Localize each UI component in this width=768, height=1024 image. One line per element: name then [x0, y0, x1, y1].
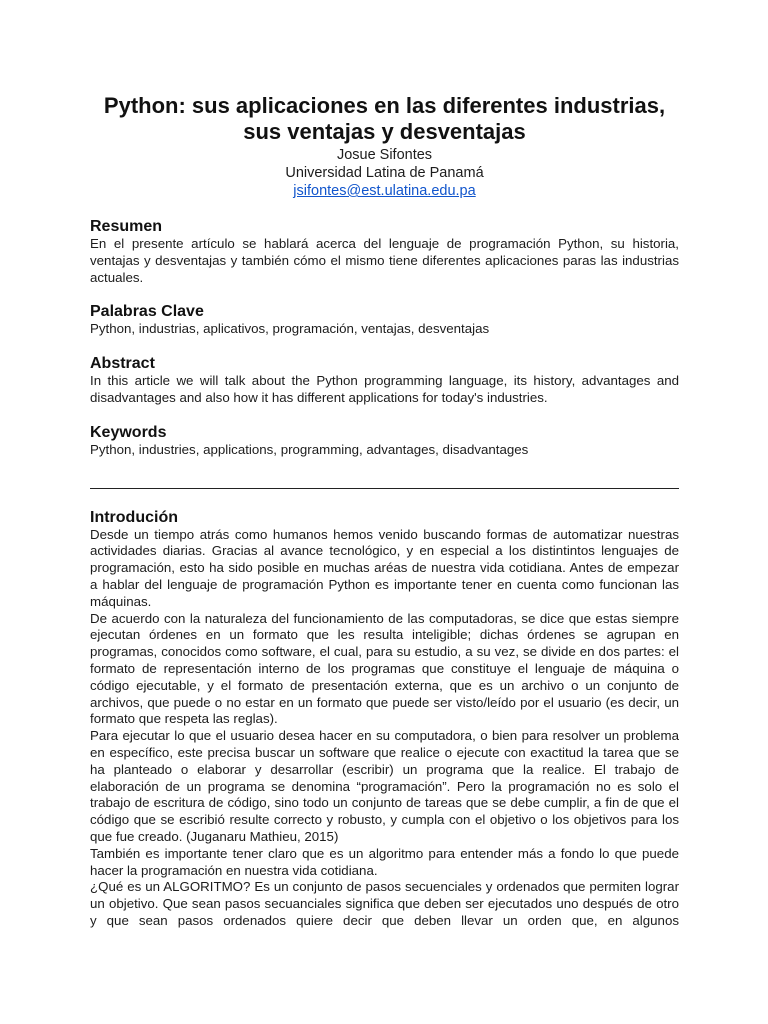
resumen-text: En el presente artículo se hablará acerca del lenguaje de programación Python, su historia, ventajas y desventajas y también cómo el mismo tiene diferentes aplicaciones paras las industrias actuales.	[90, 236, 679, 285]
author-block	[90, 146, 679, 200]
intro-paragraph-2: De acuerdo con la naturaleza del funcionamiento de las computadoras, se dice que estas siempre ejecutan órdenes en un formato que les resulta inteligible; dichas órdenes se agrupan en programas, conocidos como software, el cual, para su estudio, a su vez, se divide en dos partes: el formato de representación interno de los programas que constituye el lenguaje de máquina o código ejecutable, y el formato de presentación externa, que es un archivo o un conjunto de archivos, que puede o no estar en un formato que puede ser visto/leído por el usuario (es decir, un formato que respeta las reglas).	[90, 610, 679, 727]
keywords-heading: Keywords	[90, 423, 167, 441]
title-line-2: sus ventajas y desventajas	[243, 119, 526, 144]
author-email-link[interactable]: jsifontes@est.ulatina.edu.pa	[293, 183, 476, 199]
title-line-1: Python: sus aplicaciones en las diferentes industrias,	[103, 93, 666, 118]
keywords-text: Python, industries, applications, programming, advantages, disadvantages	[90, 441, 529, 457]
introduccion-heading: Introdución	[90, 508, 178, 526]
intro-paragraph-1: Desde un tiempo atrás como humanos hemos venido buscando formas de automatizar nuestras actividades diarias. Gracias al avance tecnológico, y en especial a los distintintos lenguajes de programación, esto ha sido posible en muchas aréas de nuestra vida cotidiana. Antes de empezar a hablar del lenguaje de programación Python es importante tener en cuenta como funcionan las máquinas.	[90, 526, 679, 609]
intro-paragraph-3: Para ejecutar lo que el usuario desea hacer en su computadora, o bien para resolver un problema en específico, este precisa buscar un software que realice o ejecute con exactitud la tarea que se ha planteado o elaborar y desarrollar (escribir) un programa que la realice. El trabajo de elaboración de un programa se denomina “programación”. Pero la programación no es solo el trabajo de escritura de código, sino todo un conjunto de tareas que se debe cumplir, a fin de que el código que se escribió resulte correcto y robusto, y cumpla con el objetivo o los objetivos para los que fue creado. (Juganaru Mathieu, 2015)	[90, 728, 679, 844]
abstract-section	[90, 354, 679, 407]
palabras-clave-heading: Palabras Clave	[90, 303, 204, 321]
paper-title	[90, 93, 679, 145]
palabras-clave-text: Python, industrias, aplicativos, programación, ventajas, desventajas	[90, 321, 490, 337]
palabras-clave-section	[90, 302, 679, 338]
resumen-heading: Resumen	[90, 218, 163, 235]
abstract-heading: Abstract	[90, 355, 155, 373]
intro-paragraph-5: ¿Qué es un ALGORITMO? Es un conjunto de pasos secuenciales y ordenados que permiten lograr un objetivo. Que sean pasos secuanciales significa que deben ser ejecutados uno después de otro y que sean pasos ordenados quiere decir que deben llevar un orden que, en algunos	[90, 879, 679, 928]
keywords-section	[90, 423, 679, 459]
abstract-text: In this article we will talk about the Python programming language, its history, advantages and disadvantages and also how it has different applications for today's industries.	[90, 373, 679, 405]
author-name: Josue Sifontes	[336, 147, 433, 163]
intro-paragraph-4: También es importante tener claro que es un algoritmo para entender más a fondo lo que puede hacer la programación en nuestra vida cotidiana.	[90, 845, 679, 878]
resumen-section	[90, 217, 679, 286]
introduccion-section	[90, 508, 679, 930]
section-divider	[90, 488, 679, 489]
author-affiliation: Universidad Latina de Panamá	[285, 165, 484, 181]
